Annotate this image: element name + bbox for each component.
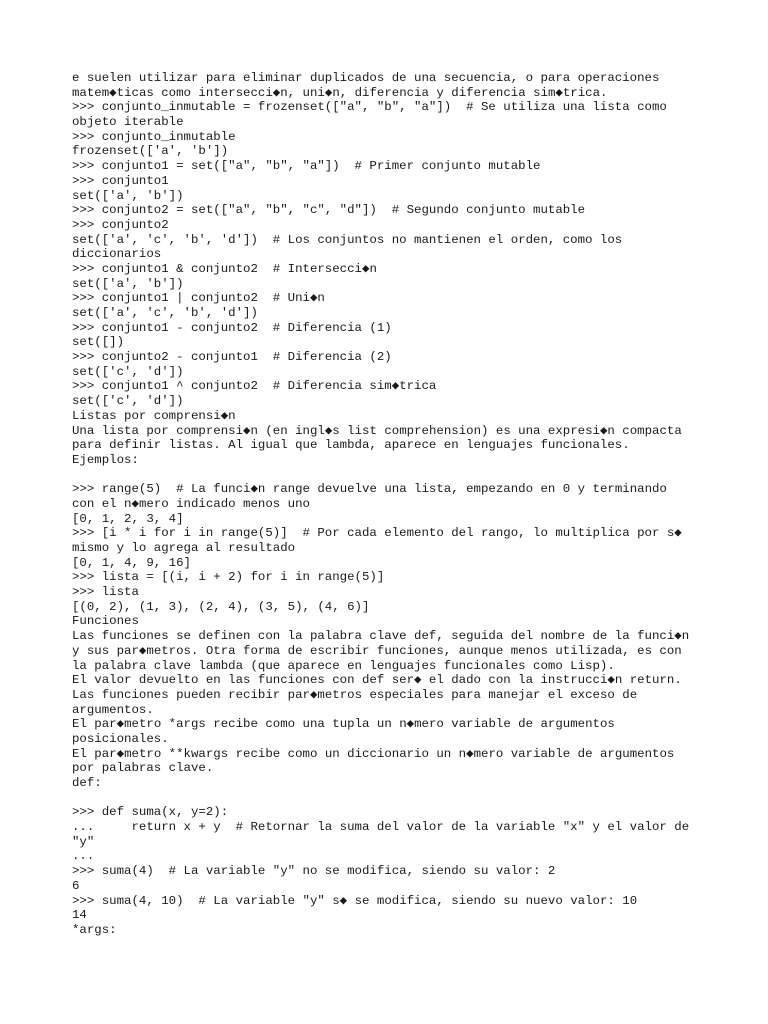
document-page <box>72 71 712 938</box>
code-line: 14 <box>72 908 87 923</box>
text-line: por palabras clave. <box>72 761 214 776</box>
code-line: >>> [i * i for i in range(5)] # Por cada elemento del rango, lo multiplica por s◆ <box>72 526 682 541</box>
code-line: >>> conjunto1 | conjunto2 # Uni◆n <box>72 291 325 306</box>
text-line: para definir listas. Al igual que lambda, aparece en lenguajes funcionales. <box>72 438 630 453</box>
blank-line <box>72 791 712 806</box>
text-line: posicionales. <box>72 731 169 746</box>
code-line: con el n◆mero indicado menos uno <box>72 496 310 511</box>
code-line: set(['c', 'd']) <box>72 364 184 379</box>
code-line: >>> conjunto1 - conjunto2 # Diferencia (1) <box>72 320 392 335</box>
code-line: set(['a', 'b']) <box>72 276 184 291</box>
section-heading: Funciones <box>72 614 139 629</box>
code-line: >>> def suma(x, y=2): <box>72 805 229 820</box>
text-line: Ejemplos: <box>72 452 139 467</box>
code-line: >>> suma(4, 10) # La variable "y" s◆ se modifica, siendo su nuevo valor: 10 <box>72 893 638 908</box>
code-line: [0, 1, 4, 9, 16] <box>72 555 191 570</box>
code-line: [0, 1, 2, 3, 4] <box>72 511 184 526</box>
code-line: set(['c', 'd']) <box>72 394 184 409</box>
code-line: >>> suma(4) # La variable "y" no se modifica, siendo su valor: 2 <box>72 864 556 879</box>
code-line: set(['a', 'c', 'b', 'd']) # Los conjuntos no mantienen el orden, como los <box>72 232 623 247</box>
blank-line <box>72 468 712 483</box>
code-line: >>> conjunto2 <box>72 217 169 232</box>
text-line: def: <box>72 776 102 790</box>
text-line: Una lista por comprensi◆n (en ingl◆s list comprehension) es una expresi◆n compacta <box>72 423 682 438</box>
code-line: frozenset(['a', 'b']) <box>72 144 229 159</box>
code-line: >>> conjunto1 ^ conjunto2 # Diferencia sim◆trica <box>72 379 437 394</box>
code-line: >>> conjunto_inmutable = frozenset(["a", "b", "a"]) # Se utiliza una lista como <box>72 100 667 115</box>
code-line: *args: <box>72 922 117 937</box>
code-line: set([]) <box>72 335 125 350</box>
text-line: argumentos. <box>72 702 154 717</box>
code-line: set(['a', 'b']) <box>72 188 184 203</box>
section-heading: Listas por comprensi◆n <box>72 408 236 423</box>
code-line: objeto iterable <box>72 115 184 130</box>
text-line: Las funciones se definen con la palabra clave def, seguida del nombre de la funci◆n <box>72 629 690 644</box>
code-line: >>> conjunto1 <box>72 173 169 188</box>
text-line: matem◆ticas como intersecci◆n, uni◆n, diferencia y diferencia sim◆trica. <box>72 85 608 100</box>
code-line: "y" <box>72 834 95 849</box>
code-line: ... return x + y # Retornar la suma del valor de la variable "x" y el valor de <box>72 820 690 835</box>
code-line: ... <box>72 849 95 864</box>
text-line: y sus par◆metros. Otra forma de escribir funciones, aunque menos utilizada, es con <box>72 643 682 658</box>
text-line: la palabra clave lambda (que aparece en lenguajes funcionales como Lisp). <box>72 658 615 673</box>
code-line: [(0, 2), (1, 3), (2, 4), (3, 5), (4, 6)] <box>72 599 370 614</box>
code-line: >>> conjunto1 = set(["a", "b", "a"]) # Primer conjunto mutable <box>72 159 541 174</box>
text-line: El valor devuelto en las funciones con def ser◆ el dado con la instrucci◆n return. <box>72 673 682 688</box>
code-line: >>> conjunto_inmutable <box>72 129 236 144</box>
code-line: >>> conjunto2 - conjunto1 # Diferencia (2) <box>72 350 392 365</box>
code-line: 6 <box>72 878 80 893</box>
text-line: e suelen utilizar para eliminar duplicados de una secuencia, o para operaciones <box>72 71 660 85</box>
code-line: >>> conjunto2 = set(["a", "b", "c", "d"]) # Segundo conjunto mutable <box>72 203 586 218</box>
code-line: >>> range(5) # La funci◆n range devuelve una lista, empezando en 0 y terminando <box>72 482 667 497</box>
code-line: diccionarios <box>72 247 162 262</box>
text-line: Las funciones pueden recibir par◆metros especiales para manejar el exceso de <box>72 687 638 702</box>
code-line: >>> lista <box>72 585 139 600</box>
code-line: mismo y lo agrega al resultado <box>72 541 296 555</box>
text-line: El par◆metro **kwargs recibe como un diccionario un n◆mero variable de argumentos <box>72 746 675 761</box>
code-line: set(['a', 'c', 'b', 'd']) <box>72 306 258 320</box>
code-line: >>> lista = [(i, i + 2) for i in range(5)] <box>72 570 385 585</box>
code-line: >>> conjunto1 & conjunto2 # Intersecci◆n <box>72 261 377 276</box>
text-line: El par◆metro *args recibe como una tupla un n◆mero variable de argumentos <box>72 717 615 732</box>
